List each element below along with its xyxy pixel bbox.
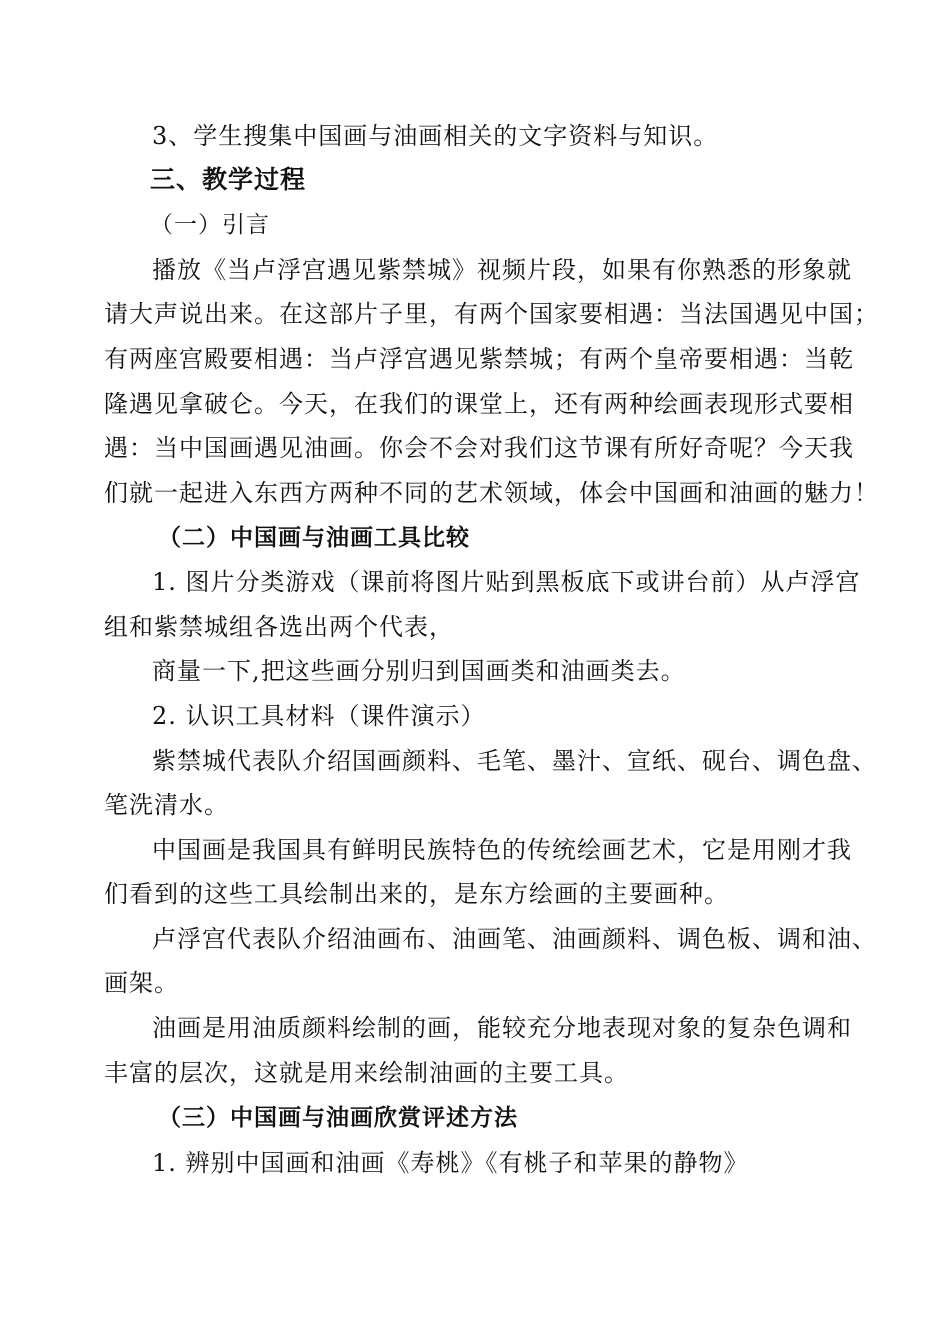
- game-line-1: 1. 图片分类游戏（课前将图片贴到黑板底下或讲台前）从卢浮宫: [152, 568, 861, 596]
- intro-line-2: 请大声说出来。在这部片子里，有两个国家要相遇：当法国遇见中国；: [104, 300, 879, 328]
- tools-line-8: 丰富的层次，这就是用来绘制油画的主要工具。: [104, 1059, 629, 1087]
- appreciation-line-1: 1. 辨别中国画和油画《寿桃》《有桃子和苹果的静物》: [152, 1149, 749, 1177]
- game-line-2: 组和紫禁城组各选出两个代表，: [104, 613, 454, 641]
- subsection-1-heading: （一）引言: [150, 212, 270, 238]
- item-3-text: 3、学生搜集中国画与油画相关的文字资料与知识。: [152, 122, 719, 150]
- intro-line-3: 有两座宫殿要相遇：当卢浮宫遇见紫禁城；有两个皇帝要相遇：当乾: [104, 345, 854, 373]
- tools-line-4: 们看到的这些工具绘制出来的，是东方绘画的主要画种。: [104, 880, 729, 908]
- game-line-3: 商量一下,把这些画分别归到国画类和油画类去。: [152, 657, 686, 685]
- section-3-heading: 三、教学过程: [150, 165, 307, 194]
- intro-line-1: 播放《当卢浮宫遇见紫禁城》视频片段，如果有你熟悉的形象就: [152, 256, 852, 284]
- tools-line-2: 笔洗清水。: [104, 791, 229, 819]
- tools-heading: 2. 认识工具材料（课件演示）: [152, 702, 486, 730]
- subsection-2-heading: （二）中国画与油画工具比较: [158, 525, 470, 551]
- tools-line-7: 油画是用油质颜料绘制的画，能较充分地表现对象的复杂色调和: [152, 1014, 852, 1042]
- tools-line-5: 卢浮宫代表队介绍油画布、油画笔、油画颜料、调色板、调和油、: [152, 925, 877, 953]
- subsection-3-heading: （三）中国画与油画欣赏评述方法: [158, 1105, 518, 1131]
- tools-line-1: 紫禁城代表队介绍国画颜料、毛笔、墨汁、宣纸、砚台、调色盘、: [152, 747, 877, 775]
- intro-line-4: 隆遇见拿破仑。今天，在我们的课堂上，还有两种绘画表现形式要相: [104, 390, 854, 418]
- tools-line-3: 中国画是我国具有鲜明民族特色的传统绘画艺术，它是用刚才我: [152, 836, 852, 864]
- intro-line-6: 们就一起进入东西方两种不同的艺术领域，体会中国画和油画的魅力！: [104, 479, 879, 507]
- intro-line-5: 遇：当中国画遇见油画。你会不会对我们这节课有所好奇呢？今天我: [104, 434, 854, 462]
- tools-line-6: 画架。: [104, 969, 179, 997]
